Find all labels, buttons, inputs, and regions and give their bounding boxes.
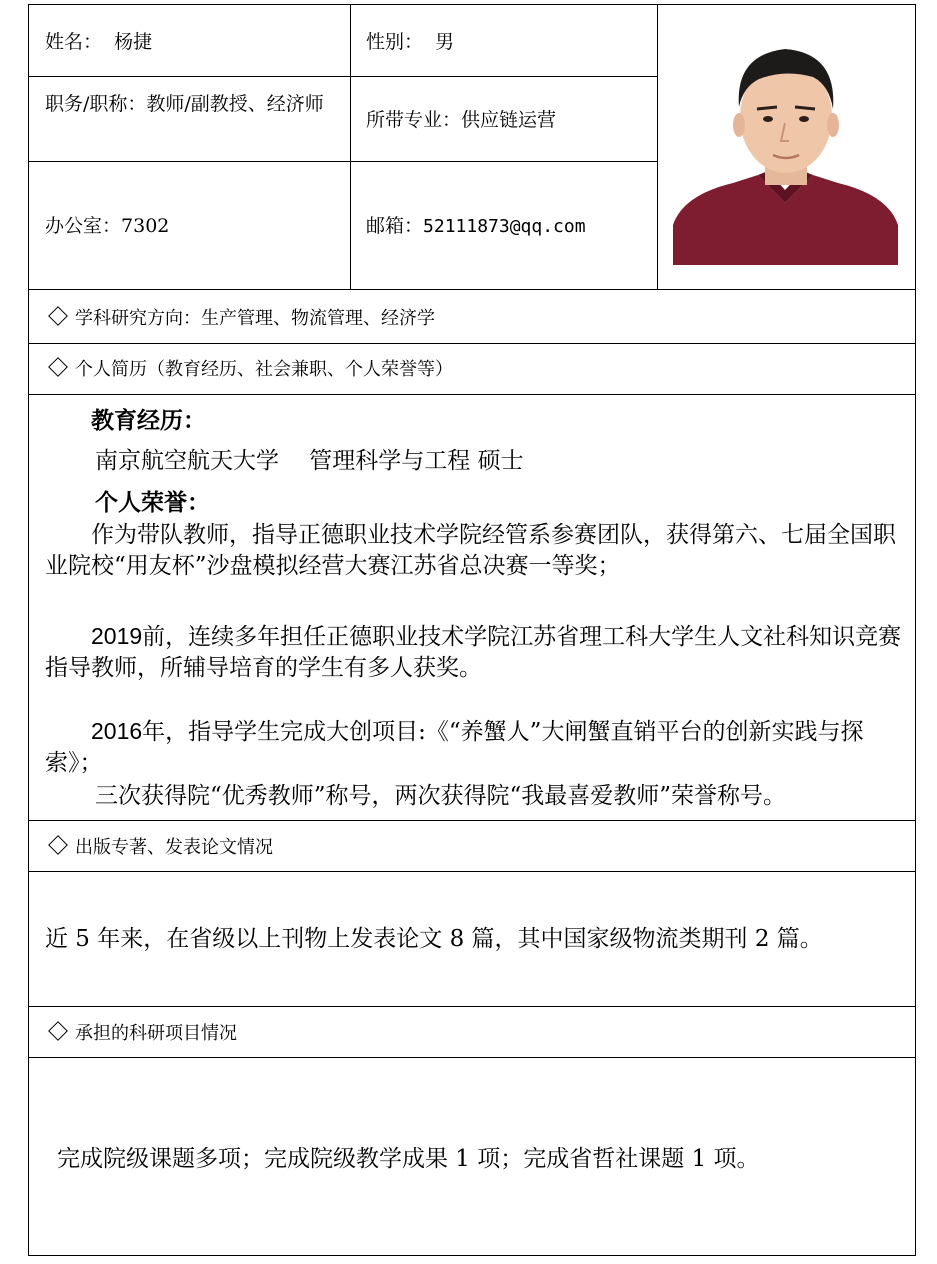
divider-row-2	[29, 161, 657, 162]
diamond-icon	[48, 1021, 68, 1041]
gender-field	[366, 27, 454, 58]
education-line: 南京航空航天大学 管理科学与工程 硕士	[95, 448, 524, 474]
divider-row-5	[29, 394, 915, 395]
office-field	[45, 211, 169, 242]
honor-item-2-text: 前，连续多年担任正德职业技术学院江苏省理工科大学生人文社科知识竞赛指导教师，所辅导培育的学生有多人获奖。	[45, 624, 902, 681]
divider-col-2	[657, 5, 658, 289]
honor-item-4: 三次获得院“优秀教师”称号，两次获得院“我最喜爱教师”荣誉称号。	[95, 783, 787, 809]
research-heading-text: 学科研究方向：生产管理、物流管理、经济学	[75, 308, 435, 329]
diamond-icon	[48, 306, 68, 326]
honor-item-3-text: 年，指导学生完成大创项目:《“养蟹人”大闸蟹直销平台的创新实践与探索》；	[45, 719, 864, 776]
title-field	[45, 89, 345, 120]
honor-item-2-year: 2019	[91, 623, 143, 649]
major-label: 所带专业：	[366, 109, 462, 131]
portrait-photo	[673, 35, 898, 265]
divider-row-8	[29, 1006, 915, 1007]
email-field	[366, 211, 586, 242]
projects-heading-text: 承担的科研项目情况	[75, 1023, 237, 1044]
office-value: 7302	[121, 215, 170, 237]
title-value: 教师/副教授、经济师	[146, 93, 324, 115]
projects-text: 完成院级课题多项；完成院级教学成果 1 项；完成省哲社课题 1 项。	[57, 1146, 760, 1172]
diamond-icon	[48, 835, 68, 855]
resume-heading-text: 个人简历（教育经历、社会兼职、个人荣誉等）	[75, 359, 453, 380]
divider-row-1	[29, 76, 657, 77]
honor-item-3-year: 2016	[91, 718, 143, 744]
gender-label: 性别：	[366, 31, 424, 53]
honor-item-1: 作为带队教师，指导正德职业技术学院经管系参赛团队，获得第六、七届全国职业院校“用友杯”沙盘模拟经营大赛江苏省总决赛一等奖；	[45, 522, 896, 579]
name-value: 杨捷	[114, 31, 153, 53]
office-label: 办公室：	[45, 215, 122, 237]
gender-value: 男	[435, 31, 455, 53]
honor-title: 个人荣誉：	[95, 489, 210, 516]
name-label: 姓名：	[45, 31, 103, 53]
divider-row-7	[29, 871, 915, 872]
divider-row-9	[29, 1057, 915, 1058]
research-heading	[47, 307, 435, 331]
email-label: 邮箱：	[366, 215, 424, 237]
name-field	[45, 27, 152, 58]
honor-item-3	[45, 716, 905, 779]
profile-table	[28, 4, 916, 1256]
divider-col-1	[350, 5, 351, 289]
publications-text: 近 5 年来，在省级以上刊物上发表论文 8 篇，其中国家级物流类期刊 2 篇。	[45, 926, 823, 952]
publications-heading	[47, 836, 273, 860]
projects-heading	[47, 1022, 237, 1046]
diamond-icon	[48, 357, 68, 377]
title-label: 职务/职称：	[45, 93, 147, 115]
major-value: 供应链运营	[461, 109, 557, 131]
resume-heading	[47, 358, 453, 382]
email-value[interactable]: 52111873@qq.com	[423, 216, 586, 237]
major-field	[366, 105, 556, 136]
portrait-icon	[673, 35, 898, 265]
divider-row-4	[29, 343, 915, 344]
divider-row-3	[29, 289, 915, 290]
education-title: 教育经历：	[91, 407, 206, 434]
divider-row-6	[29, 820, 915, 821]
honor-item-2	[45, 621, 905, 684]
publications-heading-text: 出版专著、发表论文情况	[75, 837, 273, 858]
